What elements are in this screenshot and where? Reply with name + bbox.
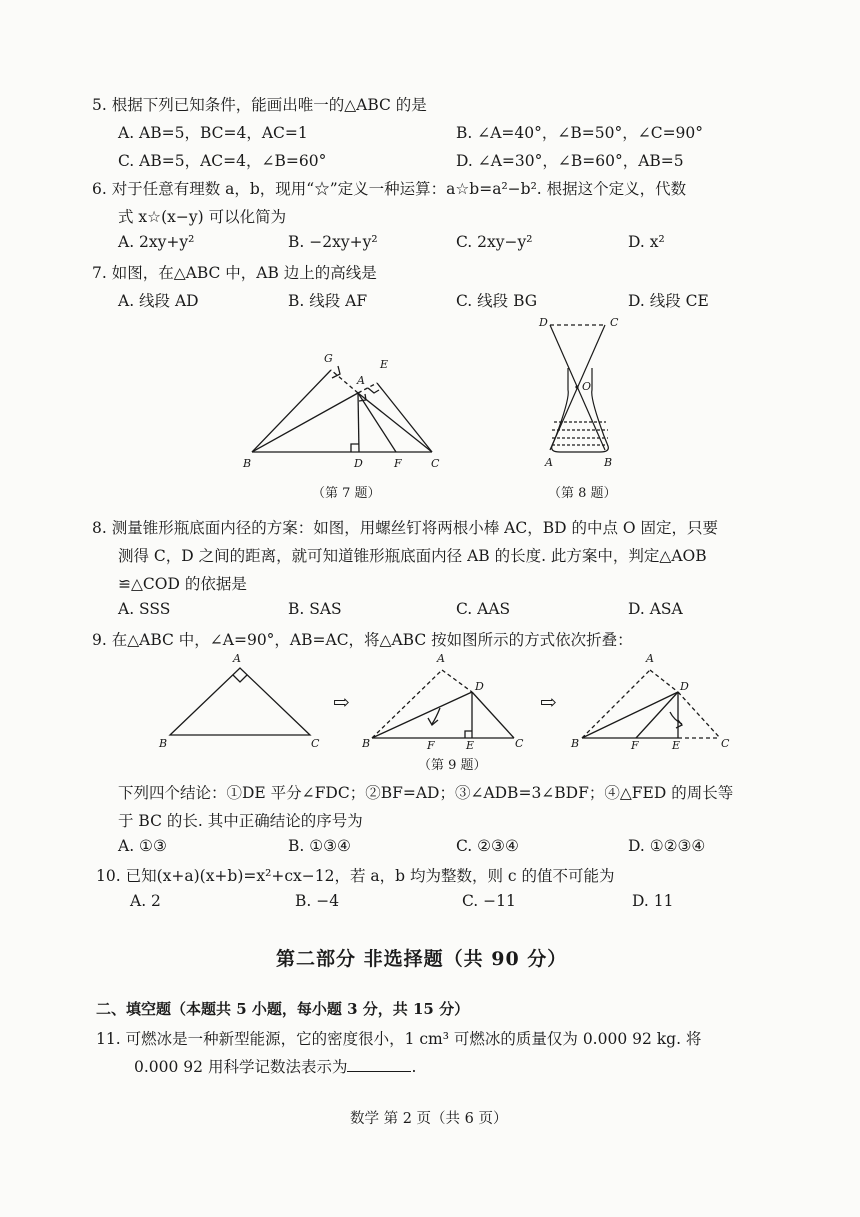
fig8-label-o: O	[582, 380, 592, 393]
fig9c-label-d: D	[680, 680, 689, 693]
fig8-label-a: A	[545, 456, 553, 469]
fig7-label-c: C	[431, 457, 440, 470]
q5-option-a: A. AB=5，BC=4，AC=1	[118, 124, 308, 142]
fig7-label-d: D	[354, 457, 363, 470]
q5-stem: 5. 根据下列已知条件，能画出唯一的△ABC 的是	[92, 96, 427, 114]
q9-option-c: C. ②③④	[456, 837, 519, 855]
q8-stem-line3: ≌△COD 的依据是	[118, 575, 247, 593]
q9-option-a: A. ①③	[118, 837, 167, 855]
fig9b-label-f: F	[427, 739, 435, 750]
q11-stem-line2	[134, 1055, 416, 1077]
q9-option-d: D. ①②③④	[628, 837, 706, 855]
figure-8-caption: （第 8 题）	[548, 486, 617, 501]
fig7-label-g: G	[324, 352, 333, 365]
q8-stem-line1: 8. 测量锥形瓶底面内径的方案：如图，用螺丝钉将两根小棒 AC，BD 的中点 O 固定，只要	[92, 519, 719, 537]
q6-option-b: B. −2xy+y²	[288, 233, 378, 251]
q7-option-a: A. 线段 AD	[118, 292, 199, 310]
fig9b-label-a: A	[437, 652, 445, 665]
q6-option-c: C. 2xy−y²	[456, 233, 533, 251]
q6-stem-line2: 式 x☆(x−y) 可以化简为	[118, 208, 287, 226]
page-footer: 数学 第 2 页（共 6 页）	[350, 1111, 508, 1127]
q8-option-d: D. ASA	[628, 600, 683, 618]
fig9a-label-b: B	[159, 737, 168, 750]
section-fill-in-heading: 二、填空题（本题共 5 小题，每小题 3 分，共 15 分）	[96, 1000, 470, 1018]
arrow-icon: ⇨	[333, 690, 350, 714]
q5-option-b: B. ∠A=40°，∠B=50°，∠C=90°	[456, 124, 704, 142]
fig9c-label-f: F	[631, 739, 639, 750]
q6-option-a: A. 2xy+y²	[118, 233, 195, 251]
figure-7-diagram	[230, 340, 460, 475]
part-two-title: 第二部分 非选择题（共 90 分）	[276, 948, 568, 970]
q11-stem-line1: 11. 可燃冰是一种新型能源，它的密度很小，1 cm³ 可燃冰的质量仅为 0.000 92 kg. 将	[96, 1030, 702, 1048]
figure-8-diagram	[530, 310, 630, 475]
fig9a-label-a: A	[233, 652, 241, 665]
q8-stem-line2: 测得 C，D 之间的距离，就可知道锥形瓶底面内径 AB 的长度. 此方案中，判定△AOB	[118, 547, 707, 565]
fig9c-label-a: A	[646, 652, 654, 665]
fig8-label-d: D	[539, 316, 548, 329]
q5-option-c: C. AB=5，AC=4，∠B=60°	[118, 152, 327, 170]
fig9c-label-b: B	[571, 737, 580, 750]
fig9a-label-c: C	[311, 737, 320, 750]
q7-option-b: B. 线段 AF	[288, 292, 368, 310]
q7-option-c: C. 线段 BG	[456, 292, 538, 310]
q11-period: .	[411, 1058, 417, 1076]
figure-9-step3	[570, 650, 740, 750]
q10-option-c: C. −11	[462, 892, 516, 910]
fig7-label-f: F	[394, 457, 402, 470]
q9-conclusions-line1: 下列四个结论：①DE 平分∠FDC；②BF=AD；③∠ADB=3∠BDF；④△FED 的周长等	[118, 784, 734, 802]
q7-option-d: D. 线段 CE	[628, 292, 709, 310]
fig7-label-a: A	[357, 374, 365, 387]
q6-stem-line1: 6. 对于任意有理数 a，b，现用“☆”定义一种运算：a☆b=a²−b². 根据这个定义，代数	[92, 180, 687, 198]
q9-conclusions-line2: 于 BC 的长. 其中正确结论的序号为	[118, 812, 363, 830]
fig8-label-b: B	[604, 456, 613, 469]
figure-9-step2	[362, 650, 532, 750]
q11-answer-blank[interactable]	[347, 1057, 411, 1072]
fig7-label-e: E	[380, 358, 389, 371]
fig9c-label-c: C	[721, 737, 730, 750]
q11-stem-text: 0.000 92 用科学记数法表示为	[134, 1058, 348, 1076]
fig7-label-b: B	[243, 457, 252, 470]
figure-9-step1	[155, 650, 325, 750]
fig9b-label-e: E	[466, 739, 475, 750]
q5-option-d: D. ∠A=30°，∠B=60°，AB=5	[456, 152, 684, 170]
q6-option-d: D. x²	[628, 233, 665, 251]
q10-option-a: A. 2	[130, 892, 161, 910]
q8-option-b: B. SAS	[288, 600, 342, 618]
figure-7-caption: （第 7 题）	[312, 486, 381, 501]
q9-option-b: B. ①③④	[288, 837, 351, 855]
fig9b-label-b: B	[362, 737, 371, 750]
figure-9-caption: （第 9 题）	[418, 758, 487, 773]
q8-option-a: A. SSS	[118, 600, 171, 618]
fig9b-label-d: D	[475, 680, 484, 693]
fig9b-label-c: C	[515, 737, 524, 750]
q10-option-d: D. 11	[632, 892, 674, 910]
q10-stem: 10. 已知(x+a)(x+b)=x²+cx−12，若 a，b 均为整数，则 c 的值不可能为	[96, 867, 615, 885]
q8-option-c: C. AAS	[456, 600, 511, 618]
q7-stem: 7. 如图，在△ABC 中，AB 边上的高线是	[92, 264, 377, 282]
fig9c-label-e: E	[672, 739, 681, 750]
q9-stem: 9. 在△ABC 中，∠A=90°，AB=AC，将△ABC 按如图所示的方式依次折叠：	[92, 631, 633, 649]
arrow-icon: ⇨	[540, 690, 557, 714]
q10-option-b: B. −4	[295, 892, 340, 910]
fig8-label-c: C	[610, 316, 619, 329]
